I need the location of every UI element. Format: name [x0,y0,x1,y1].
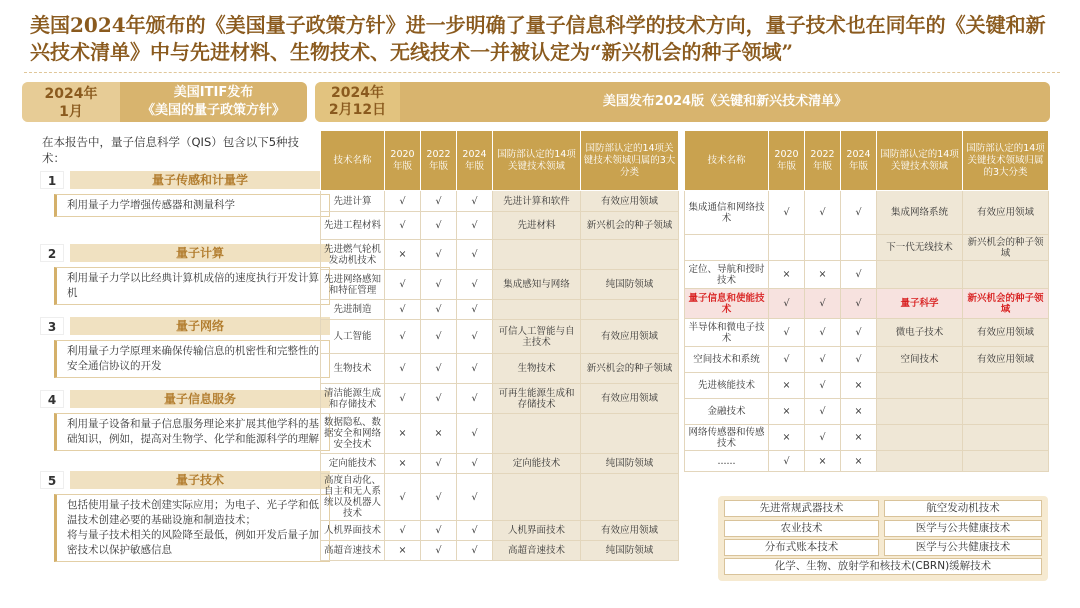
itif-header [22,82,307,122]
tech-description-line: 包括使用量子技术创建实际应用；为电子、光子学和低温技术创建必要的基础设施和制造技术； [67,499,319,526]
v2024-cell: √ [841,191,877,235]
v2022-cell: × [421,414,457,454]
dod-area-cell: 先进材料 [493,212,581,240]
v2024-cell: √ [457,354,493,384]
tech-name: 量子信息服务 [70,390,330,408]
v2022-cell: √ [805,289,841,319]
v2022-cell: √ [421,212,457,240]
v2024-cell: √ [457,384,493,414]
v2024-cell: √ [457,270,493,300]
table-row [321,320,679,354]
v2022-cell: × [805,451,841,472]
dod-area-cell: 可信人工智能与自主技术 [493,320,581,354]
dod-area-cell: 微电子技术 [877,319,963,347]
category-cell: 有效应用领域 [963,319,1049,347]
v2024-cell: × [841,425,877,451]
category-cell [963,399,1049,425]
tech-name-cell: 高度自动化、自主和无人系统以及机器人技术 [321,474,385,521]
tech-description-line: 利用量子力学原理来确保传输信息的机密性和完整性的安全通信协议的开发 [67,345,319,372]
dod-area-cell: 先进计算和软件 [493,191,581,212]
dod-area-cell: 人机界面技术 [493,521,581,541]
v2024-cell: √ [457,414,493,454]
extra-tech-box [718,496,1048,581]
table-row [321,521,679,541]
v2024-cell: × [841,399,877,425]
v2020-cell: √ [385,191,421,212]
v2020-cell: × [769,425,805,451]
v2020-cell: × [769,261,805,289]
v2024-cell: √ [841,319,877,347]
v2022-cell: √ [421,191,457,212]
extra-tech-tag: 化学、生物、放射学和核技术(CBRN)缓解技术 [724,558,1042,575]
dod-area-cell: 生物技术 [493,354,581,384]
tech-name: 量子计算 [70,244,330,262]
v2020-cell: √ [385,521,421,541]
table-row [685,191,1049,235]
extra-tech-tag: 医学与公共健康技术 [884,520,1042,537]
tech-table-left [320,130,679,561]
table-row [321,474,679,521]
v2022-cell: √ [805,191,841,235]
col-header: 国防部认定的14项关键技术领域 [493,131,581,191]
category-cell: 纯国防领域 [581,541,679,561]
extra-tech-tag: 航空发动机技术 [884,500,1042,517]
dod-area-cell: 可再生能源生成和存储技术 [493,384,581,414]
tech-name-cell: 定向能技术 [321,454,385,474]
tech-name-cell: 先进制造 [321,300,385,320]
v2020-cell: √ [385,212,421,240]
v2022-cell: √ [421,541,457,561]
tech-description [54,267,330,305]
itif-title-line2: 《美国的量子政策方针》 [141,103,285,118]
category-cell: 有效应用领域 [963,191,1049,235]
dod-area-cell: 下一代无线技术 [877,235,963,261]
v2020-cell: × [385,541,421,561]
tech-name-cell: 先进工程材料 [321,212,385,240]
v2020-cell: √ [385,384,421,414]
category-cell: 新兴机会的种子领域 [581,212,679,240]
tech-number: 3 [40,317,64,335]
tech-description-line: 利用量子设备和量子信息服务理论来扩展其他学科的基础知识，例如，提高对生物学、化学和能源科学的理解 [67,418,319,445]
v2024-cell: √ [457,320,493,354]
category-cell: 有效应用领域 [581,191,679,212]
category-cell [581,240,679,270]
category-cell [581,300,679,320]
itif-intro: 在本报告中，量子信息科学（QIS）包含以下5种技术： [42,135,300,165]
v2020-cell: √ [385,354,421,384]
v2024-cell: √ [457,240,493,270]
dod-area-cell: 空间技术 [877,347,963,373]
v2020-cell: × [769,373,805,399]
dod-area-cell: 集成网络系统 [877,191,963,235]
tech-name-cell: 网络传感器和传感技术 [685,425,769,451]
itif-title-line1: 美国ITIF发布 [173,85,254,100]
dod-area-cell [493,414,581,454]
table-row [685,373,1049,399]
dod-area-cell: 高超音速技术 [493,541,581,561]
tech-number: 2 [40,244,64,262]
tech-name-cell [685,235,769,261]
table-row [321,541,679,561]
v2020-cell [769,235,805,261]
tech-description [54,413,330,451]
table-row [321,384,679,414]
category-cell: 有效应用领域 [963,347,1049,373]
category-cell: 有效应用领域 [581,521,679,541]
col-header: 2024年版 [841,131,877,191]
v2020-cell: √ [385,270,421,300]
col-header: 2022年版 [421,131,457,191]
col-header: 2024年版 [457,131,493,191]
cet-date [315,82,400,122]
v2020-cell: √ [385,474,421,521]
category-cell: 新兴机会的种子领域 [963,235,1049,261]
col-header: 技术名称 [321,131,385,191]
tech-name-cell: 先进计算 [321,191,385,212]
title-divider [24,72,1060,73]
v2022-cell: × [805,261,841,289]
tech-description-line: 将与量子技术相关的风险降至最低，例如开发后量子加密技术以保护敏感信息 [67,529,319,556]
tech-name: 量子传感和计量学 [70,171,330,189]
extra-tech-tag: 医学与公共健康技术 [884,539,1042,556]
dod-area-cell [877,425,963,451]
cet-date-day: 2月12日 [328,102,387,118]
tech-name-cell: 空间技术和系统 [685,347,769,373]
dod-area-cell [493,474,581,521]
category-cell [581,414,679,454]
dod-area-cell [877,399,963,425]
v2020-cell: √ [769,191,805,235]
v2020-cell: √ [385,300,421,320]
table-row [321,191,679,212]
v2024-cell: √ [457,541,493,561]
tech-table-right [684,130,1049,472]
extra-tech-tag: 农业技术 [724,520,879,537]
v2020-cell: √ [769,289,805,319]
tech-name-cell: 量子信息和使能技术 [685,289,769,319]
v2022-cell: √ [805,347,841,373]
tech-name-cell: 先进核能技术 [685,373,769,399]
dod-area-cell: 定向能技术 [493,454,581,474]
v2022-cell: √ [805,319,841,347]
v2024-cell: √ [841,347,877,373]
itif-title [120,82,307,122]
category-cell: 纯国防领域 [581,454,679,474]
table-row [685,261,1049,289]
v2024-cell: √ [457,191,493,212]
tech-description-line: 利用量子力学以比经典计算机成倍的速度执行开发计算机 [67,272,319,299]
dod-area-cell [877,261,963,289]
v2022-cell: √ [421,384,457,414]
v2022-cell: √ [805,399,841,425]
v2024-cell: × [841,451,877,472]
table-row [321,354,679,384]
tech-name-cell: 数据隐私、数据安全和网络安全技术 [321,414,385,454]
v2020-cell: × [385,414,421,454]
v2024-cell: √ [841,289,877,319]
category-cell [581,474,679,521]
table-row [685,399,1049,425]
v2020-cell: √ [769,319,805,347]
category-cell [963,425,1049,451]
v2024-cell: √ [841,261,877,289]
table-row [321,212,679,240]
v2024-cell [841,235,877,261]
table-row [321,300,679,320]
col-header: 技术名称 [685,131,769,191]
table-row [685,425,1049,451]
v2020-cell: √ [769,451,805,472]
tech-description [54,340,330,378]
category-cell: 有效应用领域 [581,320,679,354]
category-cell [963,451,1049,472]
dod-area-cell [493,300,581,320]
v2022-cell: √ [805,373,841,399]
tech-description [54,494,330,562]
tech-name-cell: 先进燃气轮机发动机技术 [321,240,385,270]
col-header: 2020年版 [769,131,805,191]
dod-area-cell [877,373,963,399]
v2022-cell: √ [421,270,457,300]
table-row [321,240,679,270]
v2022-cell: √ [421,300,457,320]
tech-name-cell: 清洁能源生成和存储技术 [321,384,385,414]
v2020-cell: √ [769,347,805,373]
v2020-cell: × [385,240,421,270]
tech-name-cell: 定位、导航和授时技术 [685,261,769,289]
tech-name-cell: 人机界面技术 [321,521,385,541]
col-header: 国防部认定的14项关键技术领域归属的3大分类 [963,131,1049,191]
tech-number: 5 [40,471,64,489]
table-row [685,319,1049,347]
v2022-cell: √ [421,354,457,384]
tech-name: 量子技术 [70,471,330,489]
tech-number: 1 [40,171,64,189]
tech-name-cell: 生物技术 [321,354,385,384]
v2024-cell: √ [457,474,493,521]
col-header: 国防部认定的14项关键技术领域 [877,131,963,191]
col-header: 国防部认定的14项关键技术领域归属的3大分类 [581,131,679,191]
extra-tech-tag: 分布式账本技术 [724,539,879,556]
cet-title: 美国发布2024版《关键和新兴技术清单》 [400,82,1050,122]
table-row [685,235,1049,261]
col-header: 2022年版 [805,131,841,191]
cet-header [315,82,1050,122]
v2022-cell: √ [421,521,457,541]
tech-name-cell: 半导体和微电子技术 [685,319,769,347]
tech-name-cell: 金融技术 [685,399,769,425]
table-row [321,454,679,474]
table-header-row [321,131,679,191]
category-cell: 纯国防领域 [581,270,679,300]
category-cell [963,373,1049,399]
v2020-cell: √ [385,320,421,354]
category-cell: 有效应用领域 [581,384,679,414]
v2022-cell: √ [421,240,457,270]
tech-number: 4 [40,390,64,408]
itif-date [22,82,120,122]
v2022-cell: √ [421,454,457,474]
tech-name-cell: 先进网络感知和特征管理 [321,270,385,300]
tech-name-cell: 人工智能 [321,320,385,354]
category-cell [963,261,1049,289]
tech-name-cell: ...... [685,451,769,472]
tech-name: 量子网络 [70,317,330,335]
table-row [685,289,1049,319]
dod-area-cell [493,240,581,270]
extra-tech-tag: 先进常规武器技术 [724,500,879,517]
itif-date-month: 1月 [59,104,83,120]
dod-area-cell: 集成感知与网络 [493,270,581,300]
tech-description [54,194,330,217]
tech-name-cell: 集成通信和网络技术 [685,191,769,235]
v2024-cell: √ [457,212,493,240]
category-cell: 新兴机会的种子领域 [963,289,1049,319]
v2020-cell: × [769,399,805,425]
dod-area-cell [877,451,963,472]
table-header-row [685,131,1049,191]
v2020-cell: × [385,454,421,474]
v2022-cell: √ [805,425,841,451]
table-row [321,270,679,300]
table-row [685,451,1049,472]
dod-area-cell: 量子科学 [877,289,963,319]
page-title: 美国2024年颁布的《美国量子政策方针》进一步明确了量子信息科学的技术方向，量子技术也在同年的《关键和新兴技术清单》中与先进材料、生物技术、无线技术一并被认定为“新兴机会的种子领域” [30,13,1046,64]
v2024-cell: √ [457,454,493,474]
col-header: 2020年版 [385,131,421,191]
v2024-cell: × [841,373,877,399]
v2022-cell: √ [421,474,457,521]
v2022-cell [805,235,841,261]
v2022-cell: √ [421,320,457,354]
table-row [321,414,679,454]
cet-date-year: 2024年 [331,85,384,101]
category-cell: 新兴机会的种子领域 [581,354,679,384]
tech-name-cell: 高超音速技术 [321,541,385,561]
itif-date-year: 2024年 [44,86,98,102]
v2024-cell: √ [457,521,493,541]
tech-description-line: 利用量子力学增强传感器和测量科学 [67,199,235,211]
v2024-cell: √ [457,300,493,320]
table-row [685,347,1049,373]
